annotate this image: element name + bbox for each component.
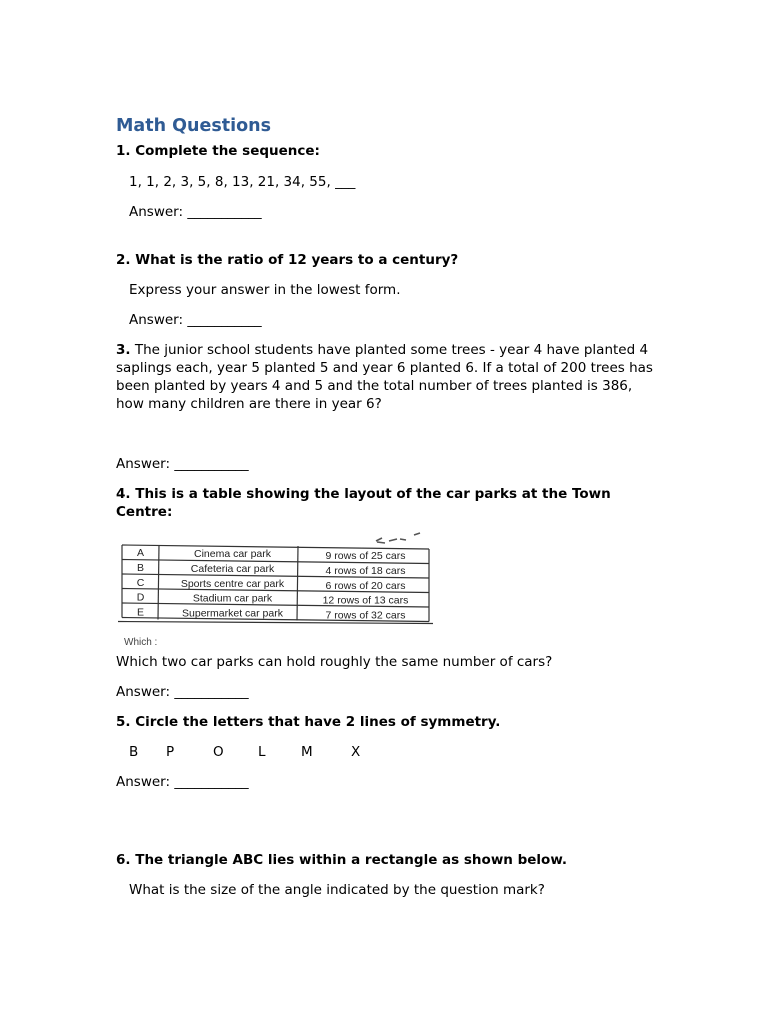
symmetry-letters	[116, 743, 656, 761]
table-cell-capacity: 9 rows of 25 cars	[325, 550, 406, 562]
table-cell-capacity: 7 rows of 32 cars	[325, 609, 406, 622]
car-park-table-image	[118, 529, 438, 647]
question-3-text: 3. The junior school students have planted some trees - year 4 have planted 4 saplings each, year 5 planted 5 and year 6 planted 6. If a total of 200 trees has been planted by years 4 and 5 and the total number of trees planted is 386, how many children are there in year 6?	[116, 342, 653, 412]
table-cell-name: Supermarket car park	[182, 607, 283, 620]
question-5-prompt: 5. Circle the letters that have 2 lines of symmetry.	[116, 714, 501, 730]
table-cell-name: Sports centre car park	[180, 577, 285, 590]
table-cell-name: Cafeteria car park	[190, 562, 275, 575]
table-cell-letter: B	[136, 561, 145, 574]
scribble-marks	[376, 533, 420, 543]
letter-p[interactable]: P	[166, 744, 175, 760]
letter-x[interactable]: X	[351, 744, 361, 760]
table-cell-name: Cinema car park	[193, 548, 272, 560]
car-park-table	[118, 529, 438, 647]
table-rule	[158, 545, 159, 620]
table-rule	[297, 546, 298, 621]
question-3-answer: Answer: ___________	[116, 456, 249, 472]
table-cell-capacity: 4 rows of 18 cars	[325, 564, 406, 577]
table-cell-name: Stadium car park	[192, 592, 273, 605]
question-4-prompt: 4. This is a table showing the layout of the car parks at the Town Centre:	[116, 486, 611, 520]
table-cell-capacity: 6 rows of 20 cars	[325, 579, 406, 592]
table-cell-letter: E	[136, 606, 145, 619]
page-title: Math Questions	[116, 116, 272, 136]
table-cell-capacity: 12 rows of 13 cars	[322, 594, 409, 607]
table-cell-letter: C	[136, 576, 145, 589]
table-cell-letter: A	[136, 547, 145, 559]
car-park-table-grid	[118, 545, 433, 624]
question-2-answer: Answer: ___________	[129, 312, 262, 328]
question-1-prompt: 1. Complete the sequence:	[116, 143, 320, 159]
question-4-question: Which two car parks can hold roughly the same number of cars?	[116, 654, 553, 670]
question-5-answer: Answer: ___________	[116, 774, 249, 790]
table-rule	[118, 622, 433, 624]
question-4-answer: Answer: ___________	[116, 684, 249, 700]
table-cell-letter: D	[136, 591, 145, 604]
letter-o[interactable]: O	[213, 744, 224, 760]
letter-b[interactable]: B	[129, 744, 139, 760]
question-6-prompt: 6. The triangle ABC lies within a rectangle as shown below.	[116, 852, 568, 868]
letter-m[interactable]: M	[301, 744, 313, 760]
question-1-answer: Answer: ___________	[129, 204, 262, 220]
question-6-instruction: What is the size of the angle indicated by the question mark?	[129, 882, 545, 898]
table-rule	[122, 545, 429, 549]
document-page	[116, 114, 656, 899]
cut-off-text: Which :	[124, 637, 158, 647]
question-2-prompt: 2. What is the ratio of 12 years to a century?	[116, 252, 459, 268]
question-1-sequence: 1, 1, 2, 3, 5, 8, 13, 21, 34, 55, ___	[129, 174, 356, 190]
letter-l[interactable]: L	[258, 744, 266, 760]
question-2-instruction: Express your answer in the lowest form.	[129, 282, 401, 298]
